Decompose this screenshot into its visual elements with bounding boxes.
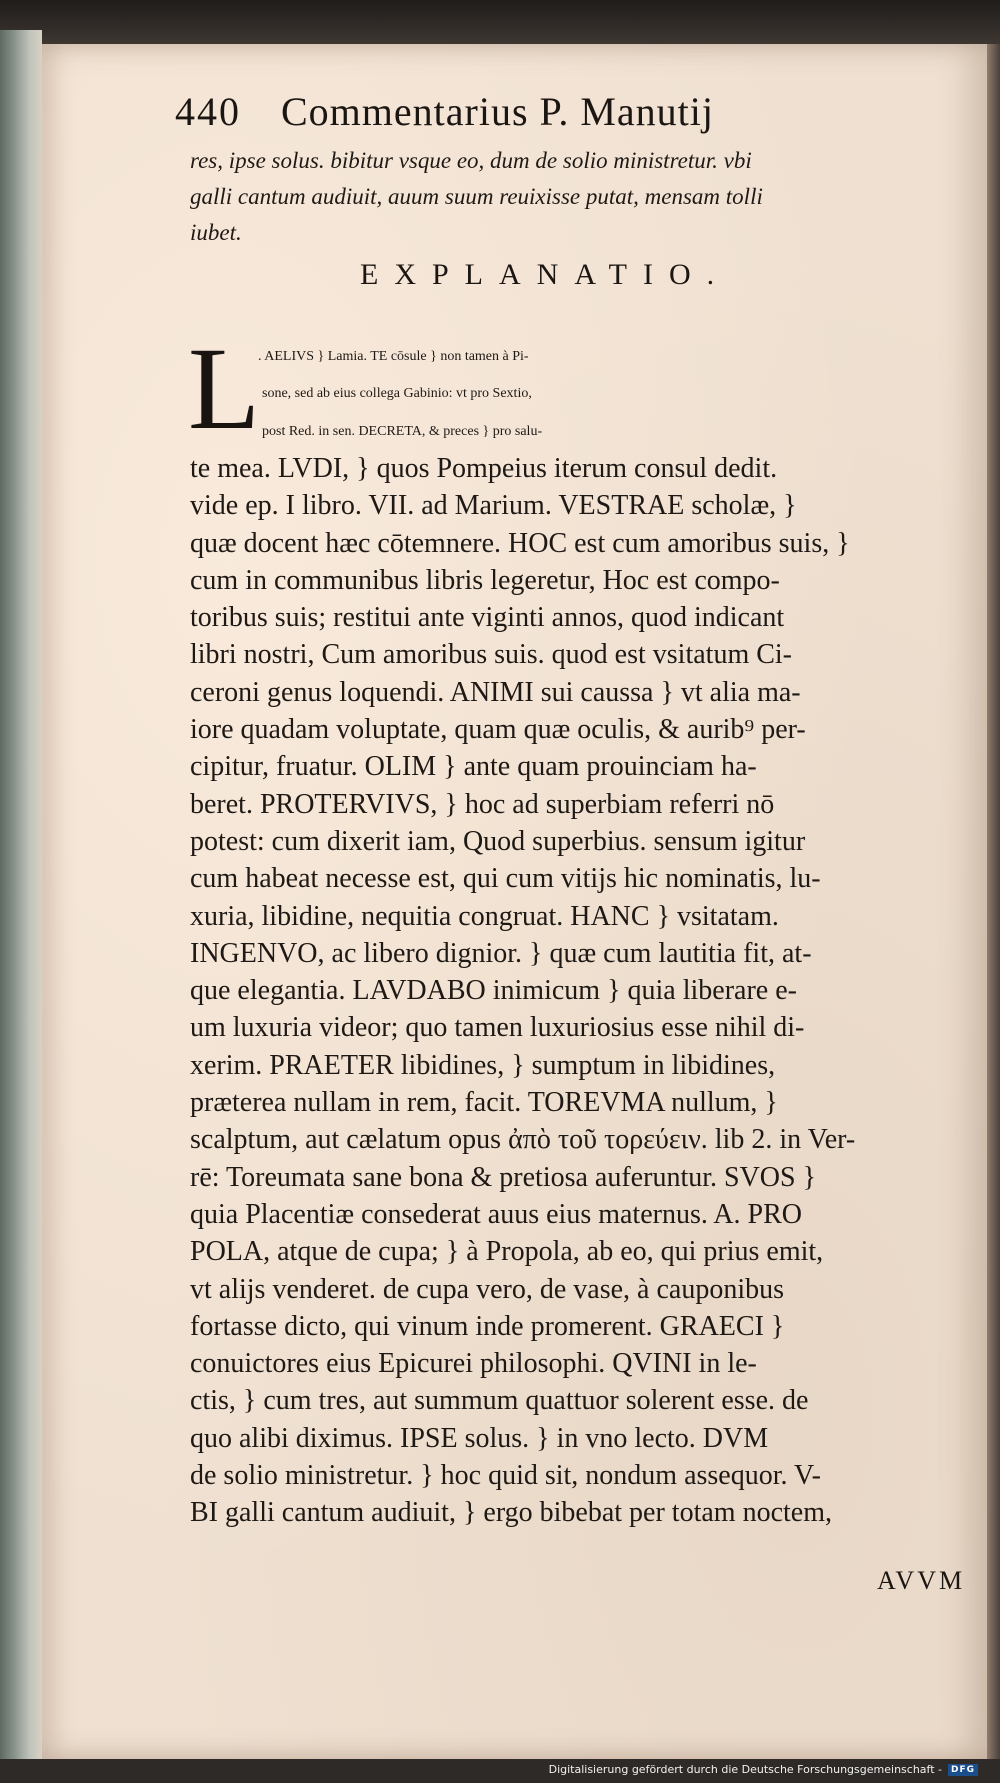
body-line: post Red. in sen. DECRETA, & preces } pro salu- bbox=[262, 423, 543, 439]
body-line: quo alibi diximus. IPSE solus. } in vno lecto. DVM bbox=[190, 1422, 769, 1454]
body-line: te mea. LVDI, } quos Pompeius iterum consul dedit. bbox=[190, 452, 778, 484]
body-line: POLA, atque de cupa; } à Propola, ab eo, qui prius emit, bbox=[190, 1236, 824, 1268]
body-line: conuictores eius Epicurei philosophi. QVINI in le- bbox=[190, 1348, 757, 1380]
catchword: AVVM bbox=[877, 1566, 966, 1595]
body-line: INGENVO, ac libero dignior. } quæ cum lautitia fit, at- bbox=[190, 937, 812, 969]
section-heading: EXPLANATIO. bbox=[360, 258, 731, 291]
footer-credit bbox=[549, 1763, 978, 1776]
body-line: de solio ministretur. } hoc quid sit, nondum assequor. V- bbox=[190, 1460, 821, 1491]
body-line: xuria, libidine, nequitia congruat. HANC } vsitatam. bbox=[190, 900, 779, 932]
body-line: fortasse dicto, qui vinum inde promerent. GRAECI } bbox=[190, 1310, 785, 1342]
body-line: cipitur, fruatur. OLIM } ante quam prouinciam ha- bbox=[190, 751, 757, 783]
body-line: potest: cum dixerit iam, Quod superbius. sensum igitur bbox=[190, 825, 806, 857]
book-page-stack-edge bbox=[0, 30, 42, 1765]
footer-credit-text: Digitalisierung gefördert durch die Deutsche Forschungsgemeinschaft - bbox=[548, 1763, 942, 1776]
top-line: iubet. bbox=[190, 220, 242, 245]
body-line: BI galli cantum audiuit, } ergo bibebat per totam noctem, bbox=[190, 1497, 832, 1529]
body-line: . AELIVS } Lamia. TE cōsule } non tamen à Pi- bbox=[258, 349, 529, 364]
body-line: um luxuria videor; quo tamen luxuriosius esse nihil di- bbox=[190, 1012, 805, 1044]
book-top-edge bbox=[0, 0, 1000, 44]
body-line: ceroni genus loquendi. ANIMI sui caussa } vt alia ma- bbox=[190, 676, 801, 708]
body-line: que elegantia. LAVDABO inimicum } quia liberare e- bbox=[190, 975, 797, 1007]
body-line: ctis, } cum tres, aut summum quattuor solerent esse. de bbox=[190, 1385, 809, 1417]
dfg-logo: DFG bbox=[948, 1764, 978, 1776]
body-line: libri nostri, Cum amoribus suis. quod est vsitatum Ci- bbox=[190, 639, 792, 671]
body-line: beret. PROTERVIVS, } hoc ad superbiam referri nō bbox=[190, 788, 775, 820]
body-line: quæ docent hæc cōtemnere. HOC est cum amoribus suis, } bbox=[190, 527, 850, 559]
body-line: iore quadam voluptate, quam quæ oculis, & aurib⁹ per- bbox=[190, 714, 806, 745]
body-line: quia Placentiæ consederat auus eius maternus. A. PRO bbox=[190, 1198, 802, 1230]
drop-cap: L bbox=[188, 323, 261, 454]
body-line: vide ep. I libro. VII. ad Marium. VESTRAE scholæ, } bbox=[190, 490, 797, 522]
body-line: cum habeat necesse est, qui cum vitijs hic nominatis, lu- bbox=[190, 863, 821, 895]
body-line: cum in communibus libris legeretur, Hoc est compo- bbox=[190, 564, 780, 596]
page-number: 440 bbox=[175, 89, 241, 134]
body-line: sone, sed ab eius collega Gabinio: vt pro Sextio, bbox=[262, 386, 532, 402]
top-line: galli cantum audiuit, auum suum reuixisse putat, mensam tolli bbox=[190, 184, 763, 209]
body-line: toribus suis; restitui ante viginti annos, quod indicant bbox=[190, 602, 785, 634]
body-line: vt alijs venderet. de cupa vero, de vase, à cauponibus bbox=[190, 1273, 785, 1305]
top-line: res, ipse solus. bibitur vsque eo, dum de solio ministretur. vbi bbox=[190, 148, 752, 173]
body-line: rē: Toreumata sane bona & pretiosa auferuntur. SVOS } bbox=[190, 1161, 817, 1193]
running-title: Commentarius P. Manutij bbox=[281, 89, 714, 134]
book-right-edge bbox=[987, 44, 1000, 1759]
running-head bbox=[175, 88, 714, 135]
body-line: præterea nullam in rem, facit. TOREVMA nullum, } bbox=[190, 1087, 778, 1118]
body-line: xerim. PRAETER libidines, } sumptum in libidines, bbox=[190, 1049, 776, 1081]
body-line: scalptum, aut cælatum opus ἀπὸ τοῦ τορεύειν. lib 2. in Ver- bbox=[190, 1124, 856, 1156]
